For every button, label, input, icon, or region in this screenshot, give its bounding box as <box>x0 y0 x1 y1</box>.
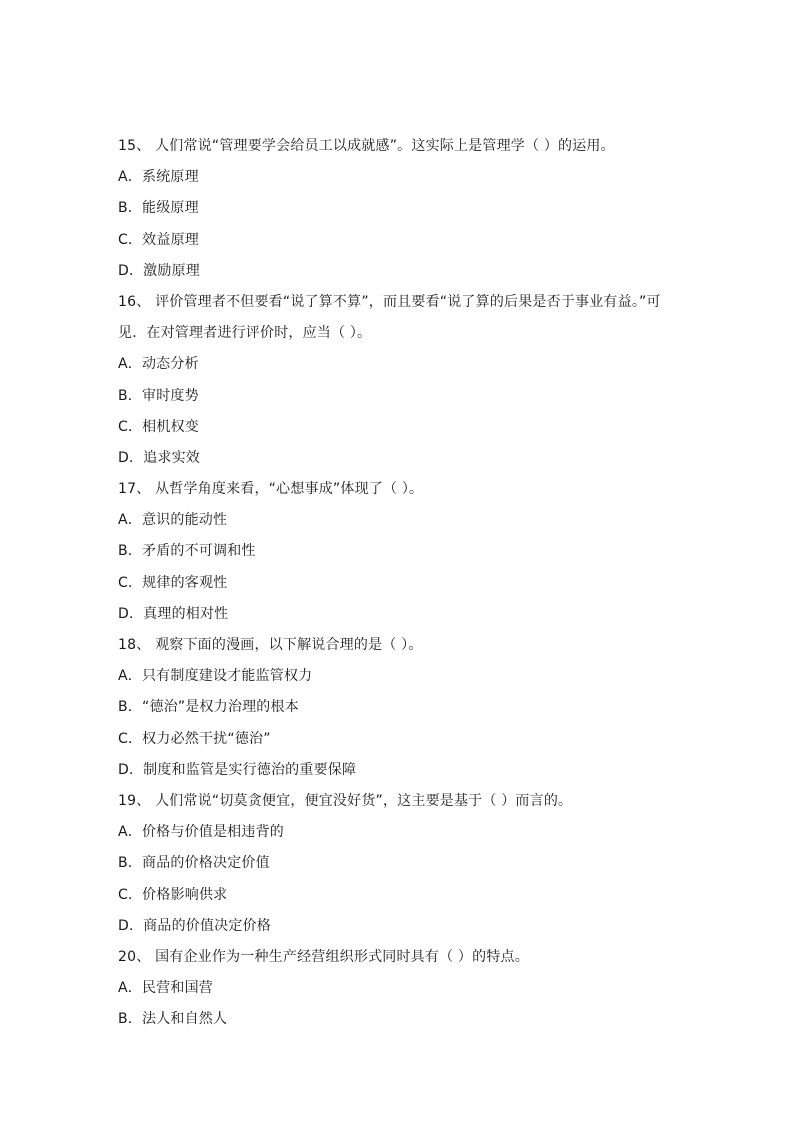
question-stem: 16、 评价管理者不但要看“说了算不算”，而且要看“说了算的后果是否于事业有益。”可 <box>118 293 661 310</box>
option-a: A．动态分析 <box>118 356 199 373</box>
question-19 <box>118 786 680 942</box>
question-stem: 18、 观察下面的漫画，以下解说合理的是（ ）。 <box>118 637 423 653</box>
option-c: C．相机权变 <box>118 418 199 435</box>
option-a: A．意识的能动性 <box>118 512 228 529</box>
question-stem: 15、 人们常说“管理要学会给员工以成就感”。这实际上是管理学（ ）的运用。 <box>118 138 615 154</box>
option-b: B．商品的价格决定价值 <box>118 855 270 872</box>
option-a: A．系统原理 <box>118 169 199 186</box>
option-d: D．真理的相对性 <box>118 605 229 622</box>
option-c: C．效益原理 <box>118 231 199 248</box>
question-list <box>118 131 680 1035</box>
option-d: D．激励原理 <box>118 262 200 279</box>
option-d: D．商品的价值决定价格 <box>118 917 271 934</box>
option-a: A．民营和国营 <box>118 980 213 997</box>
option-b: B．法人和自然人 <box>118 1011 228 1028</box>
option-a: A．价格与价值是相违背的 <box>118 824 284 841</box>
option-b: B．审时度势 <box>118 387 199 404</box>
option-d: D．追求实效 <box>118 449 200 466</box>
option-d: D．制度和监管是实行德治的重要保障 <box>118 761 357 778</box>
option-b: B．“德治”是权力治理的根本 <box>118 699 299 716</box>
question-stem: 17、 从哲学角度来看，“心想事成”体现了（ ）。 <box>118 481 424 498</box>
question-stem: 20、 国有企业作为一种生产经营组织形式同时具有（ ）的特点。 <box>118 948 529 965</box>
question-16 <box>118 287 680 474</box>
option-b: B．矛盾的不可调和性 <box>118 543 256 560</box>
option-b: B．能级原理 <box>118 200 199 217</box>
option-c: C．规律的客观性 <box>118 574 228 591</box>
option-c: C．价格影响供求 <box>118 886 228 903</box>
question-15 <box>118 131 680 287</box>
question-stem-continued: 见．在对管理者进行评价时，应当（ ）。 <box>118 325 372 342</box>
option-c: C．权力必然干扰“德治” <box>118 730 271 747</box>
question-stem: 19、 人们常说“切莫贪便宜，便宜没好货”，这主要是基于（ ）而言的。 <box>118 792 573 809</box>
option-a: A．只有制度建设才能监管权力 <box>118 668 313 685</box>
question-18 <box>118 630 680 786</box>
question-20 <box>118 942 680 1036</box>
question-17 <box>118 474 680 630</box>
